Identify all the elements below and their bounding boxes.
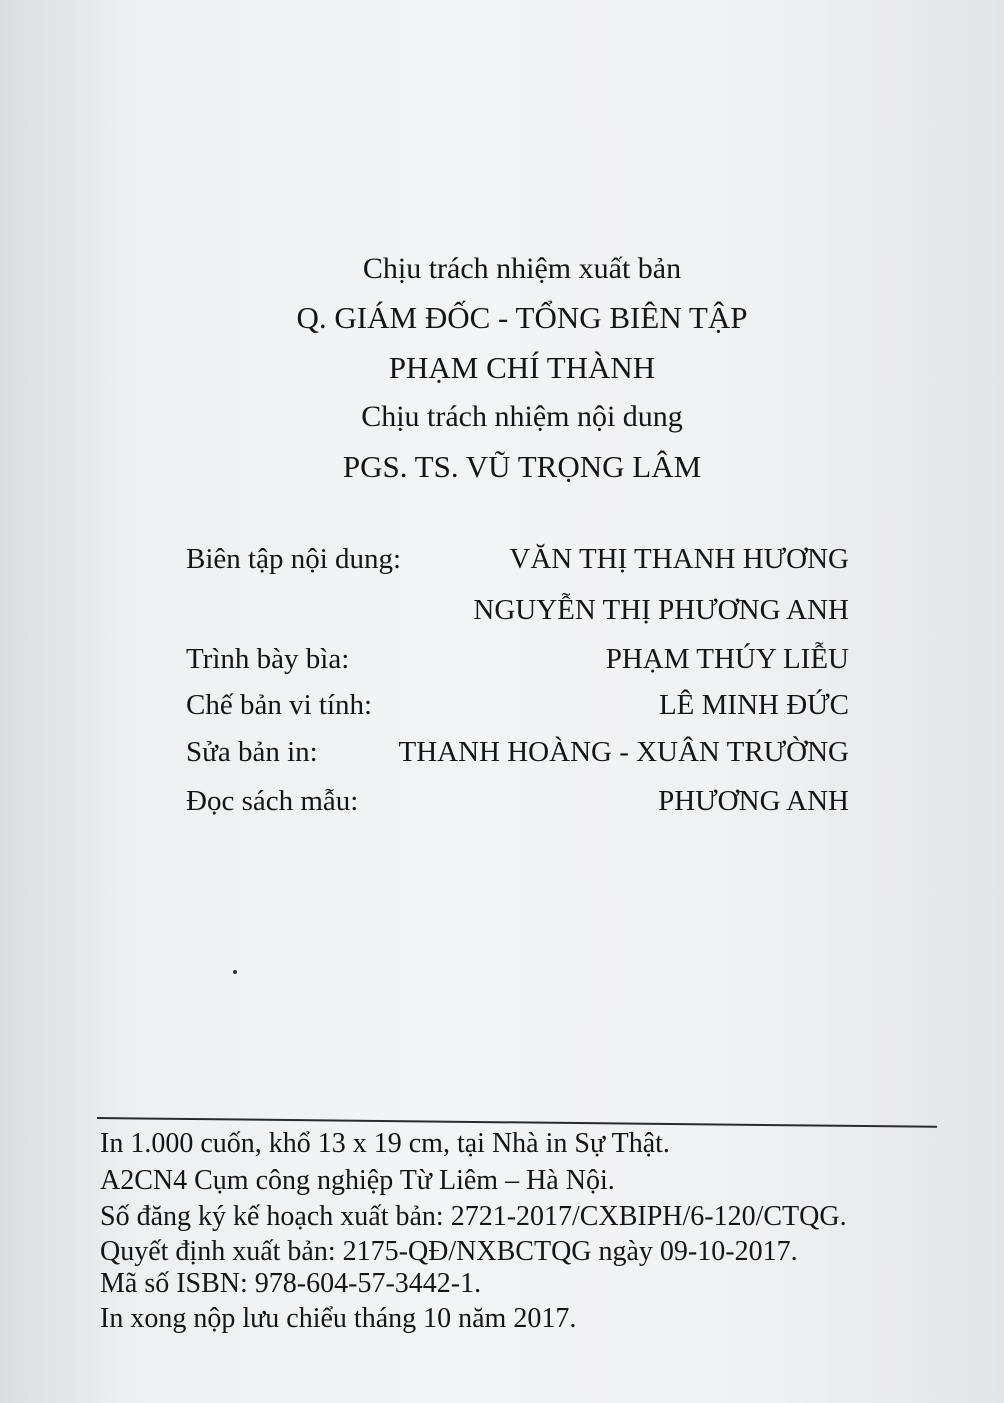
credit-label-typesetting: Chế bản vi tính:	[186, 689, 373, 721]
content-responsible-name: PGS. TS. VŨ TRỌNG LÂM	[342, 449, 702, 484]
director-name: PHẠM CHÍ THÀNH	[388, 350, 656, 385]
credit-value-cover-design: PHẠM THÚY LIỄU	[605, 643, 849, 675]
credit-value-content-editor-2: NGUYỄN THỊ PHƯƠNG ANH	[473, 594, 849, 626]
imprint-deposit: In xong nộp lưu chiểu tháng 10 năm 2017.	[100, 1303, 577, 1334]
imprint-registration: Số đăng ký kế hoạch xuất bản: 2721-2017/CXBIPH/6-120/CTQG.	[100, 1201, 847, 1232]
credit-value-typesetting: LÊ MINH ĐỨC	[658, 689, 849, 721]
director-title: Q. GIÁM ĐỐC - TỔNG BIÊN TẬP	[296, 300, 748, 335]
imprint-isbn: Mã số ISBN: 978-604-57-3442-1.	[100, 1268, 482, 1299]
credit-label-cover-design: Trình bày bìa:	[186, 643, 350, 675]
imprint-divider	[97, 1117, 937, 1128]
imprint-print-run: In 1.000 cuốn, khổ 13 x 19 cm, tại Nhà in Sự Thật.	[100, 1128, 670, 1159]
imprint-address: A2CN4 Cụm công nghiệp Từ Liêm – Hà Nội.	[100, 1165, 615, 1196]
credit-value-content-editor: VĂN THỊ THANH HƯƠNG	[509, 543, 849, 575]
credit-value-proofreading: THANH HOÀNG - XUÂN TRƯỜNG	[398, 736, 849, 768]
imprint-decision: Quyết định xuất bản: 2175-QĐ/NXBCTQG ngày 09-10-2017.	[100, 1236, 798, 1267]
publishing-responsibility-label: Chịu trách nhiệm xuất bản	[362, 252, 682, 285]
content-responsibility-label: Chịu trách nhiệm nội dung	[361, 400, 683, 433]
credit-label-proofreading: Sửa bản in:	[186, 736, 318, 768]
credit-label-content-editor: Biên tập nội dung:	[186, 543, 402, 575]
credit-value-sample-reading: PHƯƠNG ANH	[658, 785, 849, 817]
ink-speck	[233, 970, 237, 974]
credit-label-sample-reading: Đọc sách mẫu:	[186, 785, 359, 817]
